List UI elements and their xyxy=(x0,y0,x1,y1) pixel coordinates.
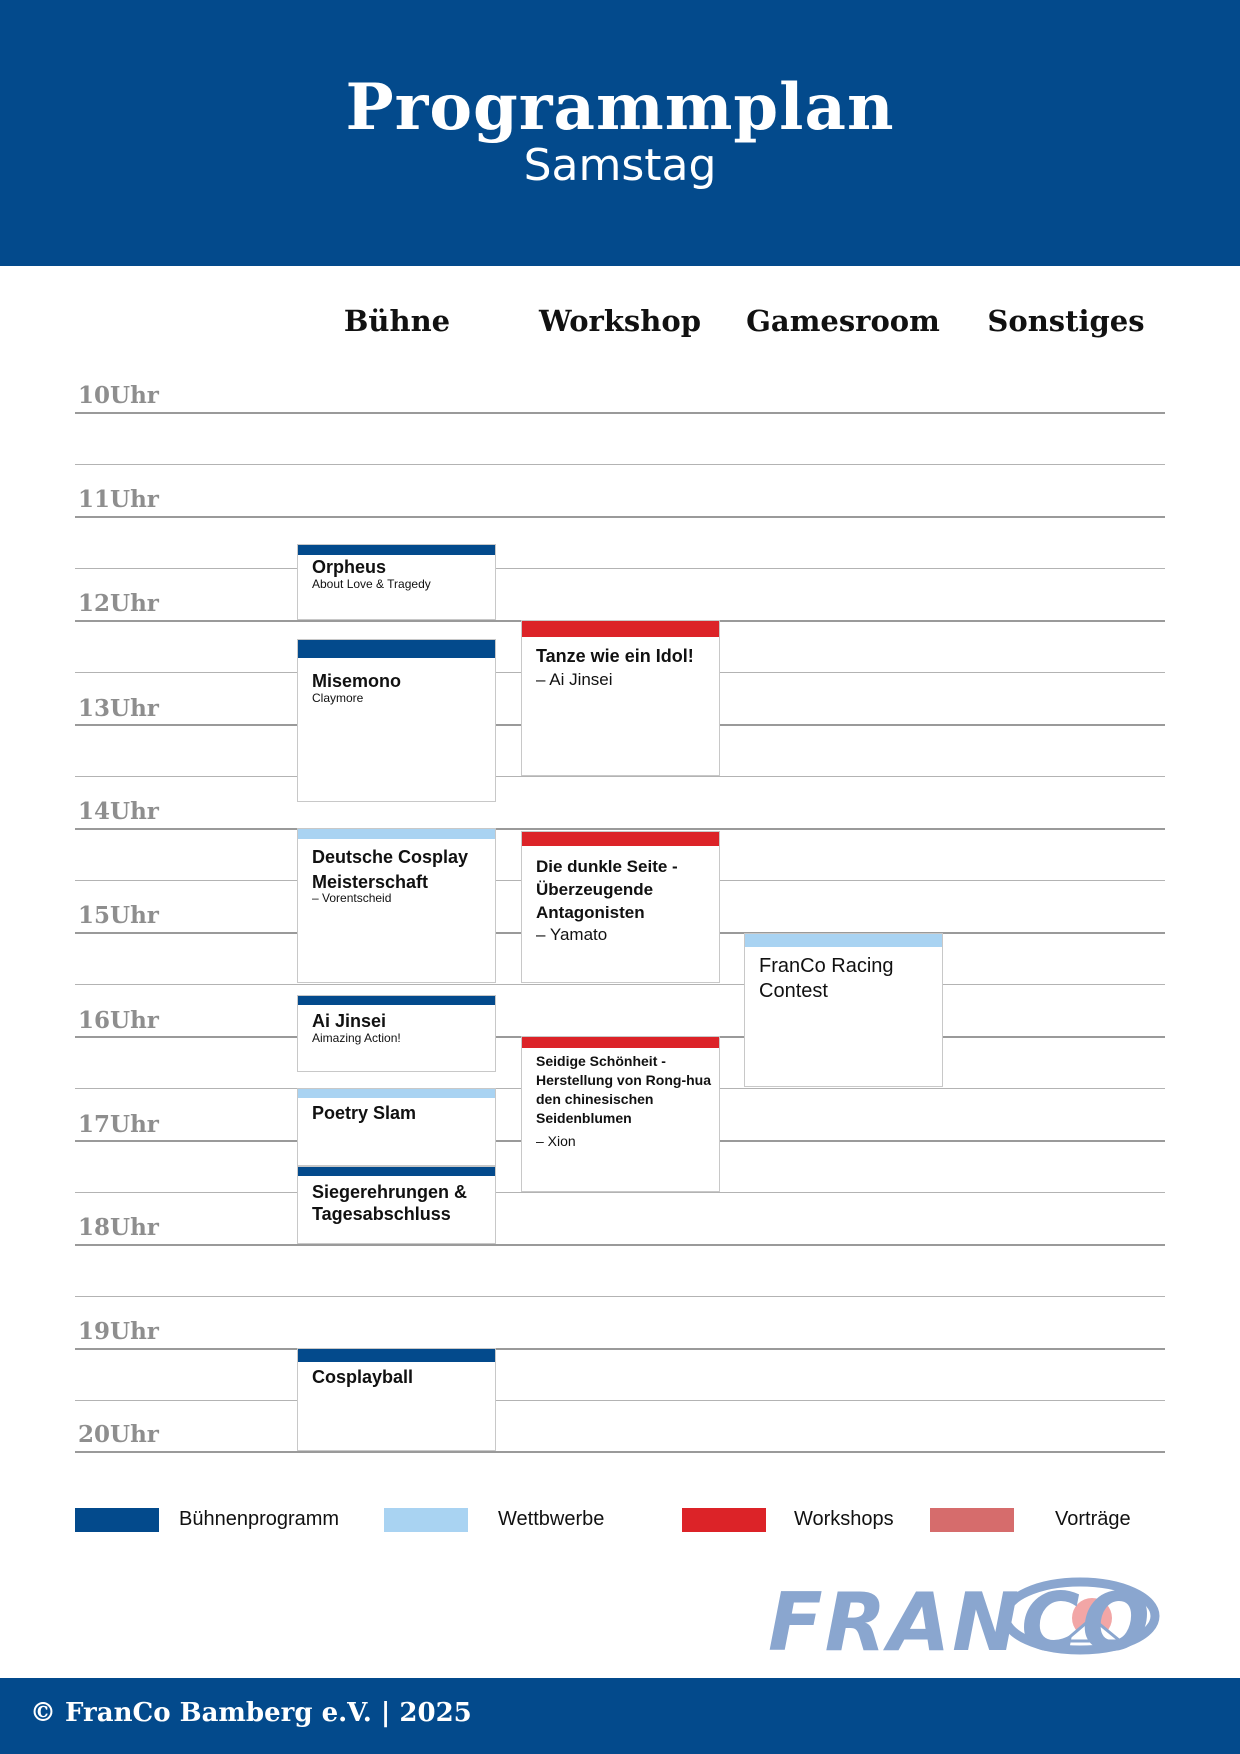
grid-line-half xyxy=(75,1296,1165,1297)
event-title: Seidige Schönheit - Herstellung von Rong-hua den chinesischen Seidenblumen xyxy=(536,1053,711,1126)
event-category-bar xyxy=(297,544,496,555)
column-heading-gamesroom: Gamesroom xyxy=(746,304,940,338)
hour-label-20: 20Uhr xyxy=(78,1421,159,1448)
grid-line-hour xyxy=(75,1451,1165,1453)
column-heading-buehne: Bühne xyxy=(343,304,451,338)
grid-line-half xyxy=(75,568,1165,569)
event-category-bar xyxy=(521,831,720,846)
column-heading-sonstiges: Sonstiges xyxy=(987,304,1145,338)
event-title: Tanze wie ein Idol! xyxy=(536,646,694,666)
event-category-bar xyxy=(297,639,496,658)
legend-label-wettbewerbe: Wettbwerbe xyxy=(498,1508,605,1530)
event-poetry-slam[interactable] xyxy=(297,1088,496,1166)
page-title: Programmplan xyxy=(345,70,895,145)
event-category-bar xyxy=(297,828,496,839)
grid-line-hour xyxy=(75,828,1165,830)
event-title: Deutsche Cosplay Meisterschaft xyxy=(312,847,469,892)
event-seidige-schoenheit[interactable] xyxy=(521,1036,720,1192)
header-banner xyxy=(0,0,1240,266)
event-category-bar xyxy=(297,995,496,1005)
grid-line-hour xyxy=(75,1244,1165,1246)
footer-copyright: © FranCo Bamberg e.V. | 2025 xyxy=(30,1698,472,1728)
event-title: FranCo Racing Contest xyxy=(759,955,894,1002)
event-category-bar xyxy=(297,1088,496,1098)
legend-label-buehnenprogramm: Bühnenprogramm xyxy=(179,1508,340,1530)
event-category-bar xyxy=(521,620,720,637)
event-category-bar xyxy=(297,1348,496,1362)
hour-label-19: 19Uhr xyxy=(78,1318,159,1345)
hour-label-14: 14Uhr xyxy=(78,798,159,825)
legend-label-workshops: Workshops xyxy=(794,1508,894,1530)
grid-line-half xyxy=(75,464,1165,465)
event-subtitle: Claymore xyxy=(312,691,364,705)
event-subtitle: – Ai Jinsei xyxy=(536,670,613,689)
logo-text: FRANCO xyxy=(768,1576,1152,1666)
hour-label-17: 17Uhr xyxy=(78,1111,159,1138)
event-misemono[interactable] xyxy=(297,639,496,802)
event-franco-racing-contest[interactable] xyxy=(744,933,943,1087)
event-siegerehrungen[interactable] xyxy=(297,1166,496,1244)
grid-line-hour xyxy=(75,1348,1165,1350)
event-title: Die dunkle Seite - Überzeugende Antagonisten xyxy=(536,857,678,922)
grid-line-hour xyxy=(75,412,1165,414)
legend-label-vortraege: Vorträge xyxy=(1055,1508,1131,1530)
event-category-bar xyxy=(297,1166,496,1176)
event-die-dunkle-seite[interactable] xyxy=(521,831,720,983)
hour-label-18: 18Uhr xyxy=(78,1214,159,1241)
hour-label-15: 15Uhr xyxy=(78,902,159,929)
hour-label-12: 12Uhr xyxy=(78,590,159,617)
hour-label-10: 10Uhr xyxy=(78,382,159,409)
grid-line-half xyxy=(75,984,1165,985)
legend-swatch-wettbewerbe xyxy=(384,1508,468,1532)
event-subtitle: – Xion xyxy=(536,1133,576,1149)
franco-logo xyxy=(760,1566,1160,1666)
event-cosplayball[interactable] xyxy=(297,1348,496,1451)
event-title: Siegerehrungen & Tagesabschluss xyxy=(312,1182,468,1224)
event-category-bar xyxy=(744,933,943,947)
event-deutsche-cosplay-meisterschaft[interactable] xyxy=(297,828,496,983)
grid-line-half xyxy=(75,1400,1165,1401)
page-subtitle: Samstag xyxy=(523,140,717,191)
column-heading-workshop: Workshop xyxy=(539,304,701,338)
event-subtitle: – Vorentscheid xyxy=(312,891,392,905)
event-title: Ai Jinsei xyxy=(312,1011,387,1031)
legend-swatch-buehnenprogramm xyxy=(75,1508,159,1532)
event-ai-jinsei[interactable] xyxy=(297,995,496,1072)
grid-line-hour xyxy=(75,516,1165,518)
event-tanze-wie-ein-idol[interactable] xyxy=(521,620,720,776)
event-subtitle: – Yamato xyxy=(536,925,608,944)
event-title: Cosplayball xyxy=(312,1367,414,1387)
hour-label-13: 13Uhr xyxy=(78,695,159,722)
footer xyxy=(0,1678,1240,1754)
hour-label-16: 16Uhr xyxy=(78,1007,159,1034)
event-subtitle: Aimazing Action! xyxy=(312,1031,401,1045)
event-title: Orpheus xyxy=(312,557,387,577)
hour-label-11: 11Uhr xyxy=(78,486,159,513)
event-category-bar xyxy=(521,1036,720,1048)
legend-swatch-vortraege xyxy=(930,1508,1014,1532)
event-orpheus[interactable] xyxy=(297,544,496,620)
event-subtitle: About Love & Tragedy xyxy=(312,577,431,591)
grid-line-half xyxy=(75,776,1165,777)
legend-swatch-workshops xyxy=(682,1508,766,1532)
event-title: Poetry Slam xyxy=(312,1103,417,1123)
grid-line-half xyxy=(75,1192,1165,1193)
event-title: Misemono xyxy=(312,671,402,691)
